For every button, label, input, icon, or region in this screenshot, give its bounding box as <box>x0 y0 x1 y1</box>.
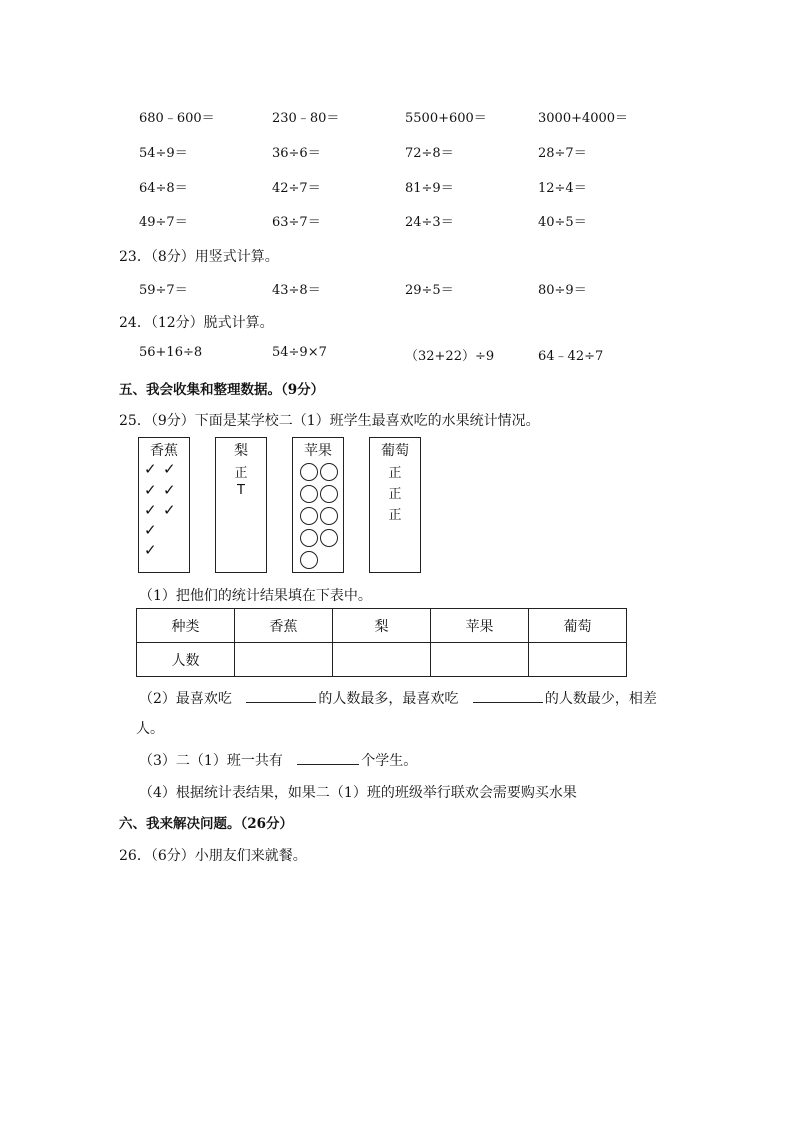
calc-item: 28÷7＝ <box>538 146 587 161</box>
check-icon: ✓ <box>163 481 176 499</box>
check-icon: ✓ <box>144 541 157 559</box>
check-icon: ✓ <box>144 521 157 539</box>
section-5-title: 五、我会收集和整理数据。（9分） <box>119 382 325 398</box>
answer-blank[interactable] <box>297 750 359 765</box>
table-header-cell: 种类 <box>137 609 235 643</box>
grape-label: 葡萄 <box>381 443 409 459</box>
calc-item: 49÷7＝ <box>139 215 188 230</box>
answer-blank[interactable] <box>246 688 316 703</box>
answer-blank[interactable] <box>473 688 543 703</box>
q24-item: 56+16÷8 <box>139 345 203 360</box>
q23-item: 59÷7＝ <box>139 283 188 298</box>
q23-item: 29÷5＝ <box>405 283 454 298</box>
sub2-text: 人。 <box>136 721 164 737</box>
grape-tally-box <box>369 437 421 573</box>
circle-icon <box>320 507 338 525</box>
q25-sub1: （1）把他们的统计结果填在下表中。 <box>139 588 372 604</box>
tally-mark: 正 <box>388 508 402 523</box>
table-header-cell: 苹果 <box>431 609 529 643</box>
calc-item: 81÷9＝ <box>405 181 454 196</box>
tally-mark: 正 <box>388 466 402 481</box>
check-icon: ✓ <box>163 501 176 519</box>
sub2-text: （2）最喜欢吃 <box>139 691 232 707</box>
answer-cell[interactable] <box>431 643 529 677</box>
sub2-text: 的人数最少，相差 <box>544 691 657 707</box>
check-icon: ✓ <box>163 460 176 478</box>
circle-icon <box>320 529 338 547</box>
section-6-title: 六、我来解决问题。（26分） <box>119 816 294 832</box>
circle-icon <box>300 485 318 503</box>
q25-sub4: （4）根据统计表结果，如果二（1）班的班级举行联欢会需要购买水果 <box>139 785 577 801</box>
sub2-text: 的人数最多，最喜欢吃 <box>318 691 459 707</box>
sub3-text: （3）二（1）班一共有 <box>139 753 283 769</box>
check-icon: ✓ <box>144 481 157 499</box>
q23-item: 80÷9＝ <box>538 283 587 298</box>
table-header-cell: 梨 <box>333 609 431 643</box>
calc-item: 72÷8＝ <box>405 146 454 161</box>
apple-tally-box <box>292 437 344 573</box>
question-25-title: 25．（9分）下面是某学校二（1）班学生最喜欢吃的水果统计情况。 <box>119 413 540 429</box>
q24-item: （32+22）÷9 <box>405 349 495 364</box>
calc-item: 54÷9＝ <box>139 146 188 161</box>
tally-mark: 正 <box>234 466 248 481</box>
calc-item: 64÷8＝ <box>139 181 188 196</box>
calc-item: 3000+4000＝ <box>538 111 629 126</box>
table-header-cell: 葡萄 <box>529 609 627 643</box>
fruit-stat-table <box>136 608 627 677</box>
answer-cell[interactable] <box>235 643 333 677</box>
answer-cell[interactable] <box>333 643 431 677</box>
q23-item: 43÷8＝ <box>272 283 321 298</box>
calc-item: 42÷7＝ <box>272 181 321 196</box>
table-header-cell: 香蕉 <box>235 609 333 643</box>
question-26-title: 26．（6分）小朋友们来就餐。 <box>119 848 307 864</box>
answer-cell[interactable] <box>529 643 627 677</box>
calc-item: 36÷6＝ <box>272 146 321 161</box>
circle-icon <box>300 463 318 481</box>
calc-item: 24÷3＝ <box>405 215 454 230</box>
calc-item: 40÷5＝ <box>538 215 587 230</box>
banana-tally-box <box>138 437 190 573</box>
calc-item: 5500+600＝ <box>405 111 487 126</box>
banana-label: 香蕉 <box>150 443 178 459</box>
tally-mark: 正 <box>388 487 402 502</box>
table-header-row <box>137 609 627 643</box>
apple-label: 苹果 <box>304 443 332 459</box>
circle-icon <box>320 463 338 481</box>
calc-item: 63÷7＝ <box>272 215 321 230</box>
question-24-title: 24．（12分）脱式计算。 <box>119 315 274 331</box>
pear-label: 梨 <box>234 443 248 459</box>
check-icon: ✓ <box>144 501 157 519</box>
calc-item: 230﹣80＝ <box>272 111 340 126</box>
table-row <box>137 643 627 677</box>
pear-tally-box <box>215 437 267 573</box>
tally-mark: T <box>237 483 245 498</box>
circle-icon <box>300 551 318 569</box>
calc-item: 12÷4＝ <box>538 181 587 196</box>
sub3-text: 个学生。 <box>361 753 418 769</box>
circle-icon <box>300 507 318 525</box>
q25-sub2 <box>139 688 657 708</box>
q24-item: 64﹣42÷7 <box>538 349 604 364</box>
question-23-title: 23．（8分）用竖式计算。 <box>119 249 279 265</box>
calc-item: 680﹣600＝ <box>139 111 215 126</box>
circle-icon <box>300 529 318 547</box>
check-icon: ✓ <box>144 460 157 478</box>
table-row-label: 人数 <box>137 643 235 677</box>
q25-sub3 <box>139 750 417 770</box>
q24-item: 54÷9×7 <box>272 345 327 360</box>
circle-icon <box>320 485 338 503</box>
